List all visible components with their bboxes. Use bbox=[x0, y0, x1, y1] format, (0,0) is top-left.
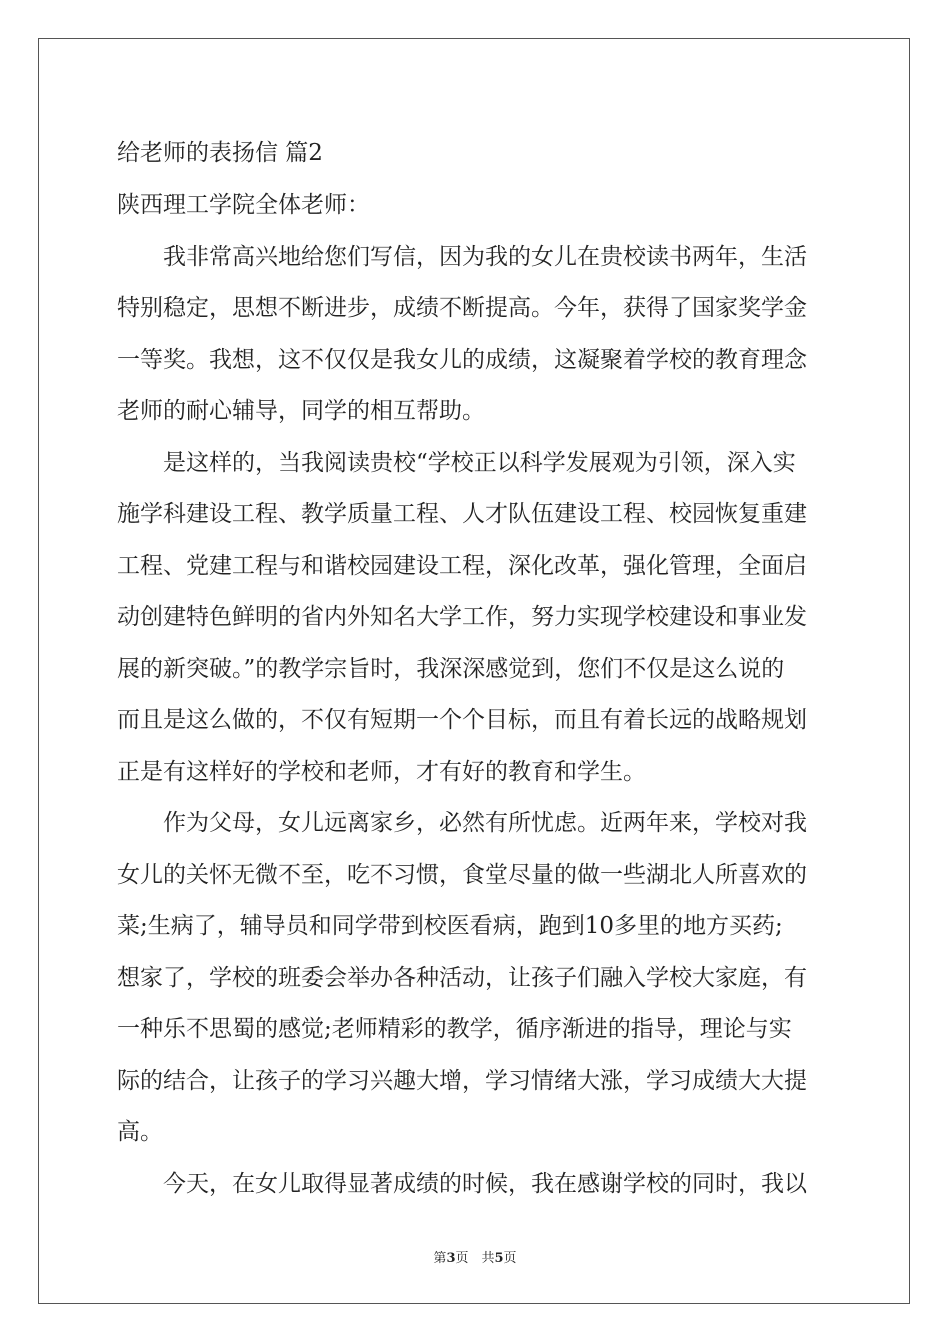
body-line: 高。 bbox=[117, 1119, 163, 1145]
page-prefix: 第 bbox=[433, 1251, 447, 1266]
page-total: 5 bbox=[494, 1251, 504, 1266]
letter-body bbox=[117, 128, 833, 1210]
body-line: 正是有这样好的学校和老师，才有好的教育和学生。 bbox=[117, 758, 646, 785]
page-suffix: 页 bbox=[503, 1251, 517, 1266]
body-line: 是这样的，当我阅读贵校“学校正以科学发展观为引领，深入实 bbox=[117, 449, 796, 476]
body-line: 一等奖。我想，这不仅仅是我女儿的成绩，这凝聚着学校的教育理念 bbox=[117, 346, 807, 373]
body-line: 施学科建设工程、教学质量工程、人才队伍建设工程、校园恢复重建 bbox=[117, 501, 807, 527]
salutation: 陕西理工学院全体老师： bbox=[117, 192, 370, 218]
body-line: 特别稳定，思想不断进步，成绩不断提高。今年，获得了国家奖学金 bbox=[117, 295, 807, 321]
body-line: 今天，在女儿取得显著成绩的时候，我在感谢学校的同时，我以 bbox=[117, 1170, 807, 1197]
body-line: 作为父母，女儿远离家乡，必然有所忧虑。近两年来，学校对我 bbox=[117, 810, 807, 836]
body-line: 一种乐不思蜀的感觉;老师精彩的教学，循序渐进的指导，理论与实 bbox=[117, 1016, 792, 1042]
body-line: 老师的耐心辅导，同学的相互帮助。 bbox=[117, 398, 485, 424]
page-mid: 页 共 bbox=[455, 1251, 495, 1266]
body-line: 想家了，学校的班委会举办各种活动，让孩子们融入学校大家庭，有 bbox=[117, 964, 807, 991]
body-line: 展的新突破。”的教学宗旨时，我深深感觉到，您们不仅是这么说的 bbox=[117, 655, 785, 682]
body-line: 我非常高兴地给您们写信，因为我的女儿在贵校读书两年，生活 bbox=[117, 243, 807, 270]
body-line: 际的结合，让孩子的学习兴趣大增，学习情绪大涨，学习成绩大大提 bbox=[117, 1067, 807, 1094]
body-line: 动创建特色鲜明的省内外知名大学工作，努力实现学校建设和事业发 bbox=[117, 604, 807, 630]
body-line: 女儿的关怀无微不至，吃不习惯，食堂尽量的做一些湖北人所喜欢的 bbox=[117, 861, 807, 888]
body-line: 而且是这么做的，不仅有短期一个个目标，而且有着长远的战略规划 bbox=[117, 707, 807, 733]
page-current: 3 bbox=[446, 1251, 456, 1266]
body-line: 工程、党建工程与和谐校园建设工程，深化改革，强化管理，全面启 bbox=[117, 552, 807, 579]
page-footer bbox=[0, 1247, 950, 1266]
document-title: 给老师的表扬信 篇2 bbox=[117, 140, 323, 166]
body-line: 菜;生病了，辅导员和同学带到校医看病，跑到10多里的地方买药; bbox=[117, 913, 783, 939]
